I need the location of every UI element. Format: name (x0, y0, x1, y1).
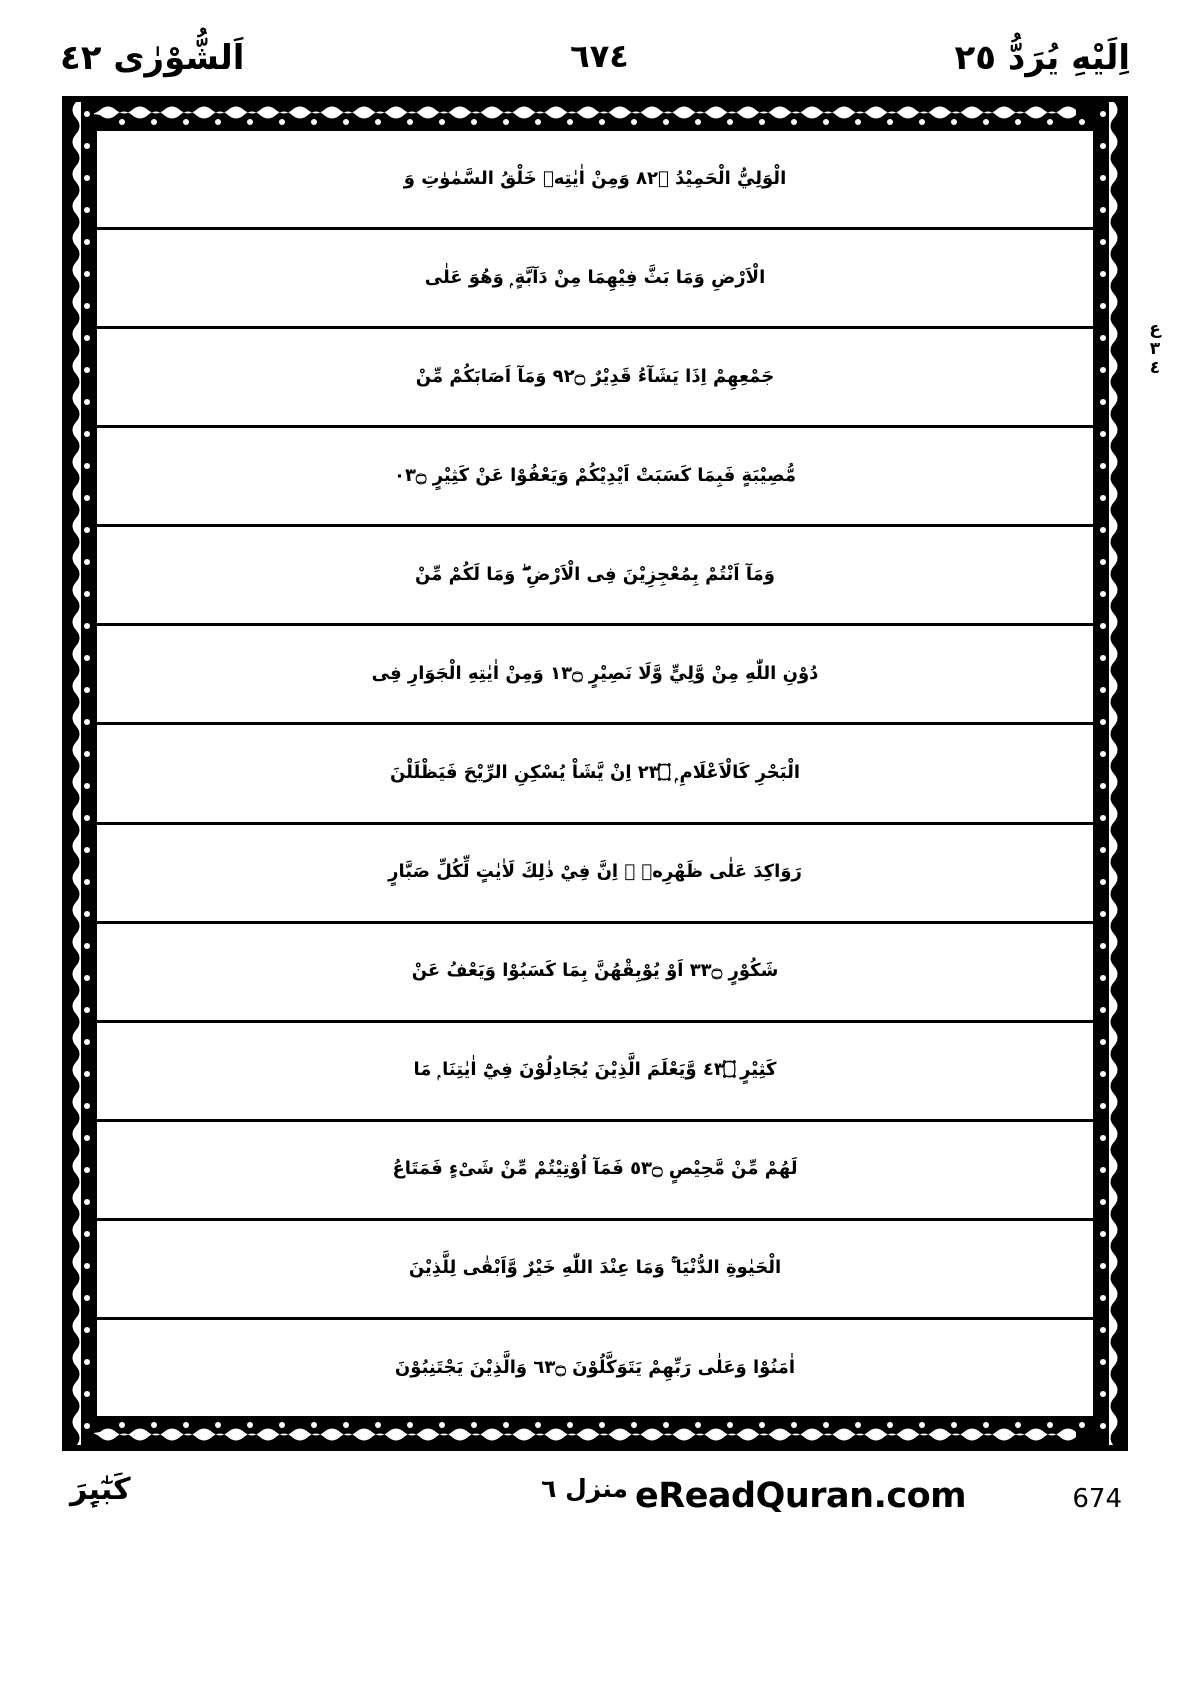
ayah-line (97, 924, 1093, 1023)
page-number: 674 (1072, 1484, 1122, 1514)
ayah-text: الْبَحْرِ كَالْاَعْلَامِ ۭ ۝٣٢ اِنْ يَّشَاْ يُسْكِنِ الرِّيْحَ فَيَظْلَلْنَ (389, 762, 801, 784)
ayah-line (97, 329, 1093, 428)
ayah-text: جَمْعِهِمْ اِذَا يَشَآءُ قَدِيْرٌ ۝٢٩ وَمَآ اَصَابَكُمْ مِّنْ (415, 365, 775, 387)
ayah-text: الْحَيٰوةِ الدُّنْيَا ۚ وَمَا عِنْدَ اللّٰهِ خَيْرٌ وَّاَبْقٰى لِلَّذِيْنَ (408, 1257, 782, 1279)
ornament-pattern-top (68, 102, 1122, 128)
ayah-line (97, 527, 1093, 626)
ayah-line (97, 626, 1093, 725)
ayah-text: مُّصِيْبَةٍ فَبِمَا كَسَبَتْ اَيْدِيْكُمْ وَيَعْفُوْا عَنْ كَثِيْرٍ ۝٣٠ (393, 464, 797, 486)
ayah-line (97, 825, 1093, 924)
ornament-pattern-right (1096, 102, 1122, 1445)
frame-band-left (68, 102, 94, 1445)
frame-band-right (1096, 102, 1122, 1445)
ayah-text: دُوْنِ اللّٰهِ مِنْ وَّلِيٍّ وَّلَا نَصِيْرٍ ۝٣١ وَمِنْ اٰيٰتِهِ الْجَوَارِ فِى (371, 662, 819, 684)
frame-band-top (68, 102, 1122, 128)
ornament-pattern-bottom (68, 1419, 1122, 1445)
ayah-line (97, 1023, 1093, 1122)
ruku-marker-bottom: ٤ (1149, 358, 1161, 379)
page-number-arabic: ٦٧٤ (570, 37, 629, 75)
ayah-text: الْاَرْضِ وَمَا بَثَّ فِيْهِمَا مِنْ دَآبَّةٍ ۭ وَهُوَ عَلٰى (424, 266, 766, 288)
ornament-pattern-left (68, 102, 94, 1445)
site-watermark: eReadQuran.com (635, 1476, 967, 1516)
manzil-label: منزل ٦ (541, 1474, 629, 1503)
ayah-text: كَثِيْرٍ ۝٣٤ وَّيَعْلَمَ الَّذِيْنَ يُجَادِلُوْنَ فِيْٓ اٰيٰتِنَا ۭ مَا (413, 1059, 777, 1081)
ayah-line (97, 1221, 1093, 1320)
ayah-text: اٰمَنُوْا وَعَلٰى رَبِّهِمْ يَتَوَكَّلُوْنَ ۝٣٦ وَالَّذِيْنَ يَجْتَنِبُوْنَ (394, 1356, 796, 1378)
surah-label: اَلشُّوْرٰى ٤٢ (60, 38, 245, 78)
decorative-frame (62, 96, 1128, 1451)
catchword: كَبٰٓىِٕرَ (70, 1472, 131, 1507)
ruku-marker-middle: ٣ (1149, 338, 1161, 359)
ayah-line (97, 131, 1093, 230)
ruku-marker (1134, 320, 1176, 379)
ayah-line (97, 230, 1093, 329)
ayah-line (97, 1122, 1093, 1221)
ayah-text: لَهُمْ مِّنْ مَّحِيْصٍ ۝٣٥ فَمَآ اُوْتِيْتُمْ مِّنْ شَىْءٍ فَمَتَاعُ (392, 1158, 798, 1180)
text-area (94, 128, 1096, 1419)
ayah-text: رَوَاكِدَ عَلٰى ظَهْرِهٖ ۭ اِنَّ فِيْ ذٰلِكَ لَاٰيٰتٍ لِّكُلِّ صَبَّارٍ (388, 861, 802, 883)
ayah-text: وَمَآ اَنْتُمْ بِمُعْجِزِيْنَ فِى الْاَرْضِ ۖ وَمَا لَكُمْ مِّنْ (415, 563, 775, 585)
ayah-line-list (97, 131, 1093, 1416)
ruku-marker-top: ع (1149, 319, 1161, 339)
frame-band-bottom (68, 1419, 1122, 1445)
juz-label: اِلَيْهِ يُرَدُّ ٢٥ (954, 38, 1130, 78)
page-header (60, 28, 1130, 88)
ayah-text: الْوَلِيُّ الْحَمِيْدُ ۝٢٨ وَمِنْ اٰيٰتِهٖ خَلْقُ السَّمٰوٰتِ وَ (403, 167, 787, 189)
ayah-line (97, 725, 1093, 824)
ayah-text: شَكُوْرٍ ۝٣٣ اَوْ يُوْبِقْهُنَّ بِمَا كَسَبُوْا وَيَعْفُ عَنْ (411, 960, 779, 982)
page-footer (60, 1468, 1130, 1558)
ayah-line (97, 1320, 1093, 1416)
ayah-line (97, 428, 1093, 527)
